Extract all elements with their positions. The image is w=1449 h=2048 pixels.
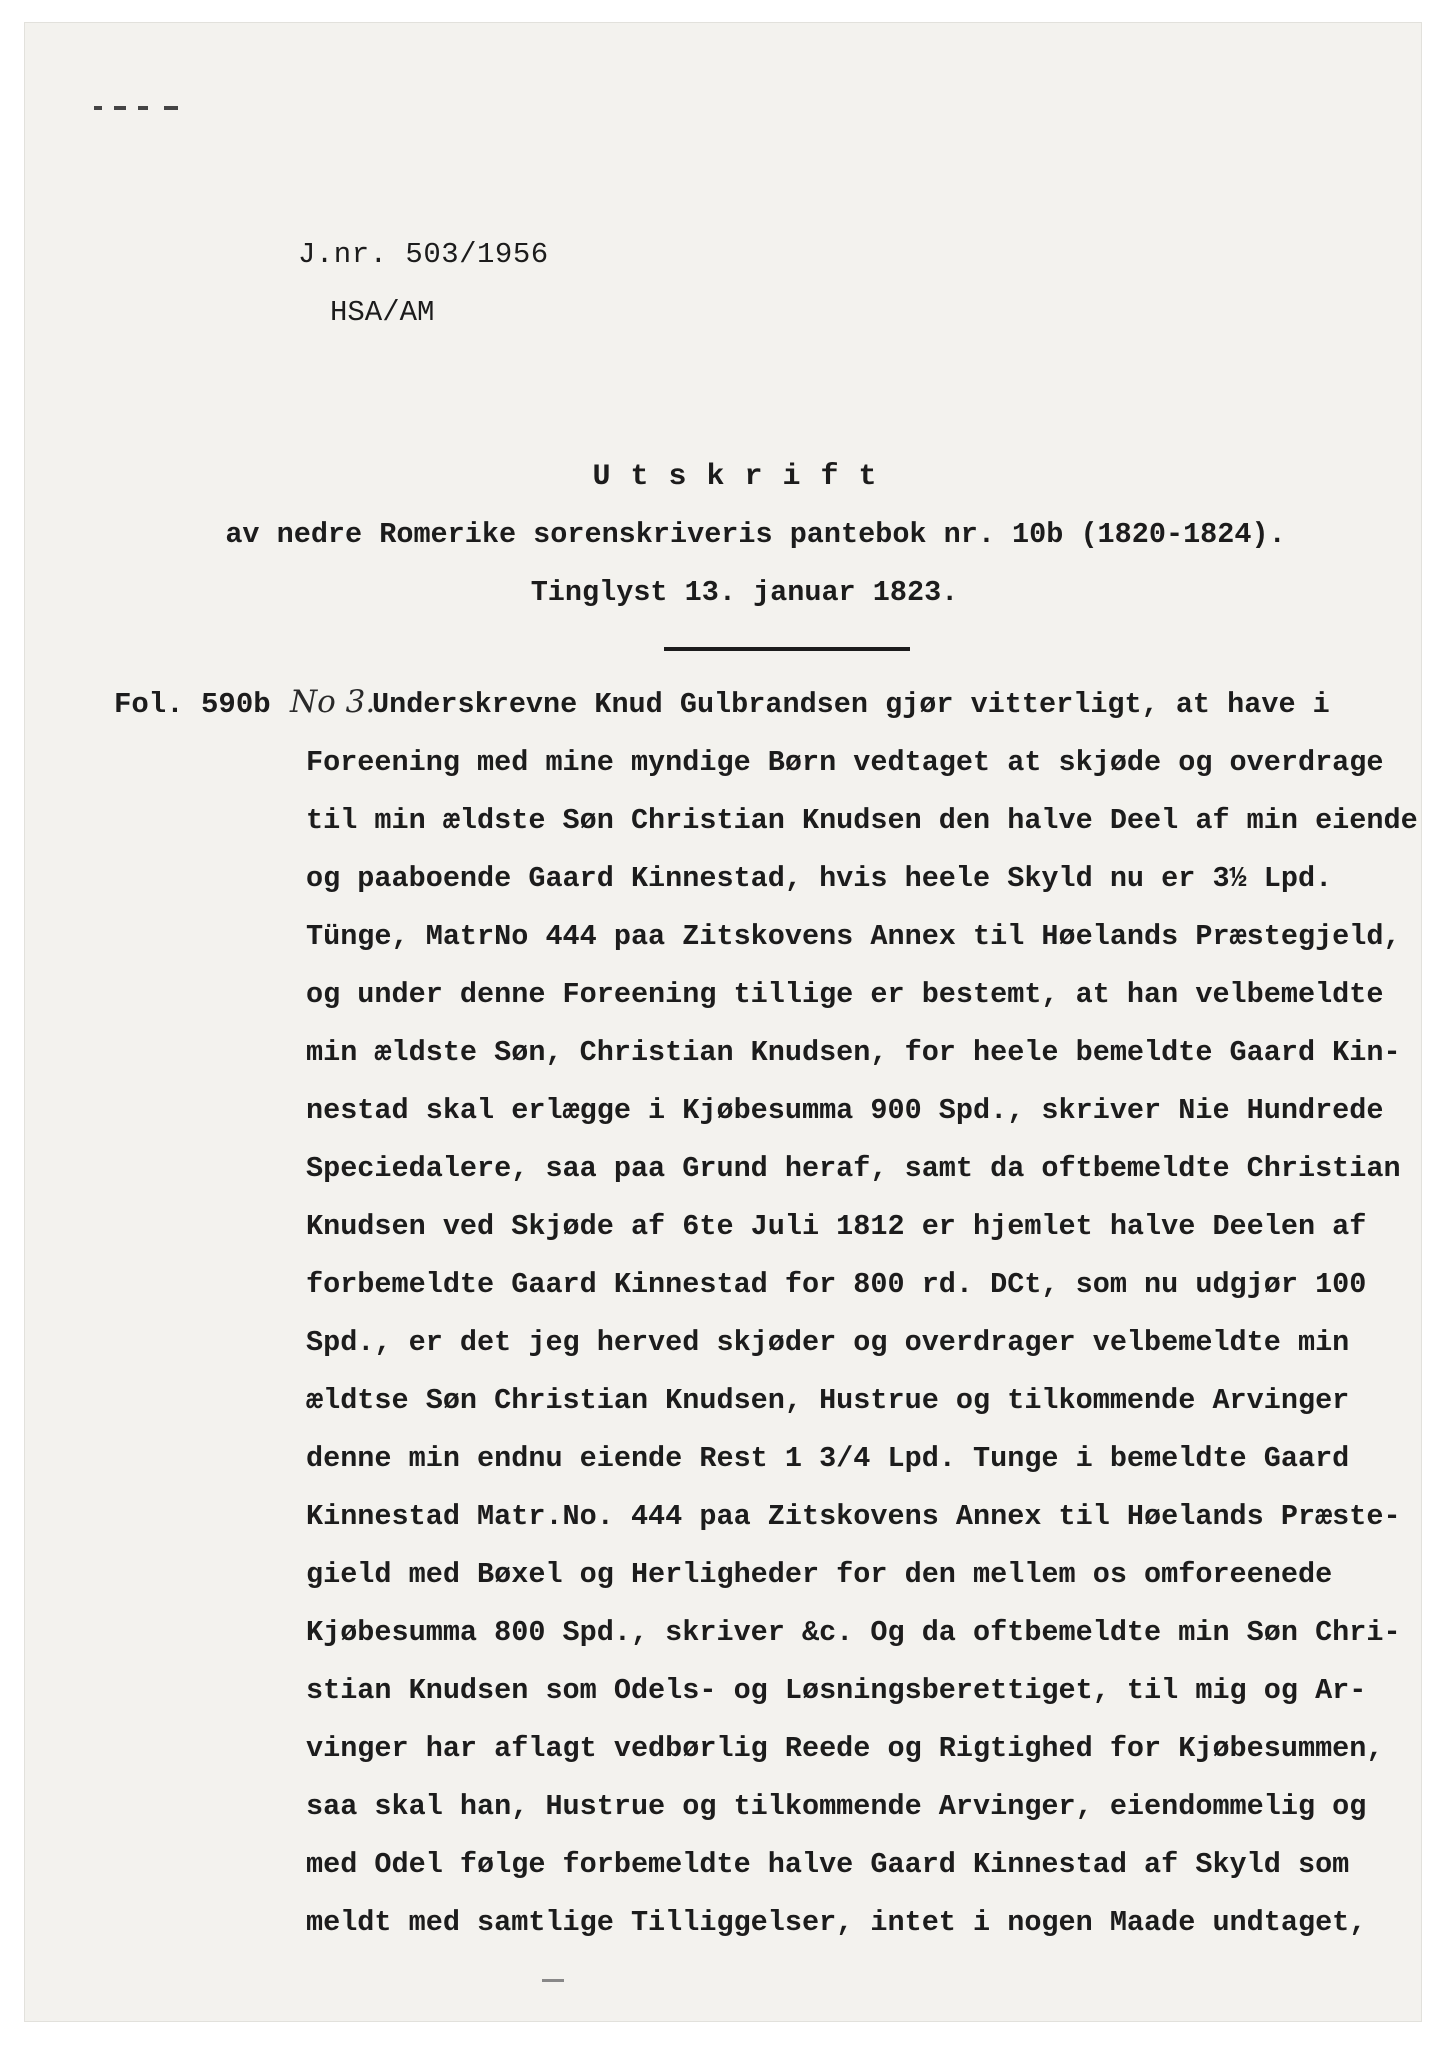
text-line: med Odel følge forbemeldte halve Gaard Kinnestad af Skyld som (306, 1848, 1350, 1881)
text-line: Spd., er det jeg herved skjøder og overdrager velbemeldte min (306, 1326, 1350, 1359)
text-line: Kjøbesumma 800 Spd., skriver &c. Og da oftbemeldte min Søn Chri- (306, 1616, 1401, 1649)
document-title: Utskrift (592, 460, 897, 494)
text-line: ældtse Søn Christian Knudsen, Hustrue og tilkommende Arvinger (306, 1384, 1350, 1417)
text-line: Underskrevne Knud Gulbrandsen gjør vitterligt, at have i (372, 688, 1330, 721)
text-line: Knudsen ved Skjøde af 6te Juli 1812 er hjemlet halve Deelen af (306, 1210, 1367, 1243)
registration-date: Tinglyst 13. januar 1823. (530, 576, 959, 609)
text-line: Kinnestad Matr.No. 444 paa Zitskovens Annex til Høelands Præste- (306, 1500, 1401, 1533)
text-line: gield med Bøxel og Herligheder for den mellem os omforeenede (306, 1558, 1333, 1591)
entry-number: No 3. (290, 684, 376, 720)
text-line: og under denne Foreening tillige er bestemt, at han velbemeldte (306, 978, 1384, 1011)
folio-reference: Fol. 590b (114, 688, 271, 721)
title-divider (664, 647, 910, 651)
text-line: forbemeldte Gaard Kinnestad for 800 rd. DCt, som nu udgjør 100 (306, 1268, 1367, 1301)
corner-mark (94, 106, 182, 111)
text-line: nestad skal erlægge i Kjøbesumma 900 Spd., skriver Nie Hundrede (306, 1094, 1384, 1127)
text-line: min ældste Søn, Christian Knudsen, for heele bemeldte Gaard Kin- (306, 1036, 1401, 1069)
text-line: meldt med samtlige Tilliggelser, intet i nogen Maade undtaget, (306, 1906, 1367, 1939)
text-line: Speciedalere, saa paa Grund heraf, samt da oftbemeldte Christian (306, 1152, 1401, 1185)
journal-number: J.nr. 503/1956 (298, 238, 549, 271)
text-line: til min ældste Søn Christian Knudsen den halve Deel af min eiende (306, 804, 1418, 837)
text-line: Foreening med mine myndige Børn vedtaget at skjøde og overdrage (306, 746, 1384, 779)
text-line: vinger har aflagt vedbørlig Reede og Rigtighed for Kjøbesummen, (306, 1732, 1384, 1765)
text-line: denne min endnu eiende Rest 1 3/4 Lpd. Tunge i bemeldte Gaard (306, 1442, 1350, 1475)
page-smudge (542, 1979, 564, 1982)
text-line: saa skal han, Hustrue og tilkommende Arvinger, eiendommelig og (306, 1790, 1367, 1823)
document-subtitle: av nedre Romerike sorenskriveris pantebok nr. 10b (1820-1824). (225, 518, 1286, 551)
document-page (24, 22, 1422, 2022)
text-line: og paaboende Gaard Kinnestad, hvis heele Skyld nu er 3½ Lpd. (306, 862, 1333, 895)
text-line: Tünge, MatrNo 444 paa Zitskovens Annex til Høelands Præstegjeld, (306, 920, 1401, 953)
reference-initials: HSA/AM (330, 296, 435, 329)
text-line: stian Knudsen som Odels- og Løsningsberettiget, til mig og Ar- (306, 1674, 1367, 1707)
